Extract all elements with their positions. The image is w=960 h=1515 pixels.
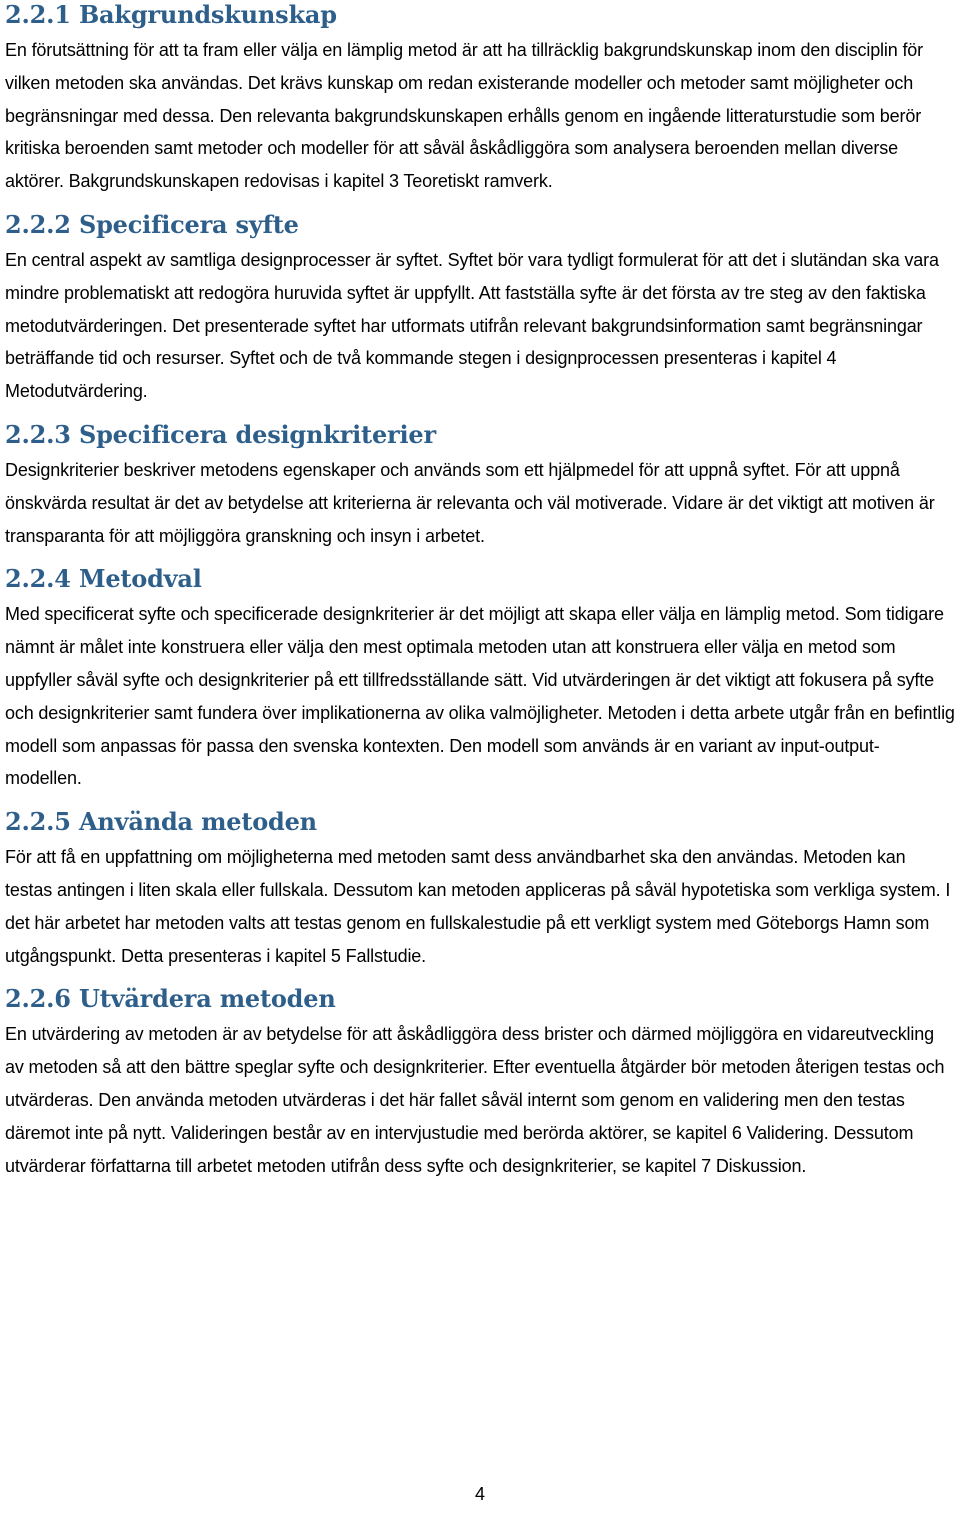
document-page	[5, 0, 955, 1194]
section-heading: 2.2.2 Specificera syfte	[5, 209, 299, 239]
section-metodval	[5, 564, 955, 795]
section-paragraph: Med specificerat syfte och specificerade designkriterier är det möjligt att skapa eller välja en lämplig metod. Som tidigare nämnt är målet inte konstruera eller välja den mest optimala metoden utan att konstruera eller välja en metod som uppfyller såväl syfte och designkriterier på ett tillfredsställande sätt. Vid utvärderingen är det viktigt att fokusera på syfte och designkriterier samt fundera över implikationerna av olika valmöjligheter. Metoden i detta arbete utgår från en befintlig modell som anpassas för passa den svenska kontexten. Den modell som används är en variant av input-output-modellen.	[5, 604, 955, 789]
section-paragraph: En central aspekt av samtliga designprocesser är syftet. Syftet bör vara tydligt formulerat för att det i slutändan ska vara mindre problematiskt att redogöra huruvida syftet är uppfyllt. Att fastställa syfte är det första av tre steg av den faktiska metodutvärderingen. Det presenterade syftet har utformats utifrån relevant bakgrundsinformation samt begränsningar beträffande tid och resurser. Syftet och de två kommande stegen i designprocessen presenteras i kapitel 4 Metodutvärdering.	[5, 249, 939, 402]
section-specificera-designkriterier	[5, 420, 955, 552]
section-bakgrundskunskap	[5, 0, 955, 198]
section-anvanda-metoden	[5, 807, 955, 972]
page-number: 4	[474, 1484, 485, 1504]
section-specificera-syfte	[5, 210, 955, 408]
section-heading: 2.2.3 Specificera designkriterier	[5, 419, 436, 449]
section-paragraph: En utvärdering av metoden är av betydelse för att åskådliggöra dess brister och därmed möjliggöra en vidareutveckling av metoden så att den bättre speglar syfte och designkriterier. Efter eventuella åtgärder bör metoden återigen testas och utvärderas. Den använda metoden utvärderas i det här fallet såväl internt som genom en validering men den testas däremot inte på nytt. Valideringen består av en intervjustudie med berörda aktörer, se kapitel 6 Validering. Dessutom utvärderar författarna till arbetet metoden utifrån dess syfte och designkriterier, se kapitel 7 Diskussion.	[5, 1024, 945, 1176]
section-heading: 2.2.6 Utvärdera metoden	[5, 984, 336, 1014]
section-heading: 2.2.4 Metodval	[5, 564, 202, 594]
section-utvardera-metoden	[5, 984, 955, 1182]
section-paragraph: Designkriterier beskriver metodens egenskaper och används som ett hjälpmedel för att uppnå syftet. För att uppnå önskvärda resultat är det av betydelse att kriterierna är relevanta och väl motiverade. Vidare är det viktigt att motiven är transparanta för att möjliggöra granskning och insyn i arbetet.	[5, 459, 935, 546]
section-heading: 2.2.5 Använda metoden	[5, 807, 317, 837]
section-paragraph: En förutsättning för att ta fram eller välja en lämplig metod är att ha tillräcklig bakgrundskunskap inom den disciplin för vilken metoden ska användas. Det krävs kunskap om redan existerande modeller och metoder samt möjligheter och begränsningar med dessa. Den relevanta bakgrundskunskapen erhålls genom en ingående litteraturstudie som berör kritiska beroenden samt metoder och modeller för att såväl åskådliggöra som analysera beroenden mellan diverse aktörer. Bakgrundskunskapen redovisas i kapitel 3 Teoretiskt ramverk.	[5, 40, 924, 192]
section-paragraph: För att få en uppfattning om möjligheterna med metoden samt dess användbarhet ska den användas. Metoden kan testas antingen i liten skala eller fullskala. Dessutom kan metoden appliceras på såväl hypotetiska som verkliga system. I det här arbetet har metoden valts att testas genom en fullskalestudie på ett verkligt system med Göteborgs Hamn som utgångspunkt. Detta presenteras i kapitel 5 Fallstudie.	[5, 847, 951, 966]
section-heading: 2.2.1 Bakgrundskunskap	[5, 0, 337, 29]
